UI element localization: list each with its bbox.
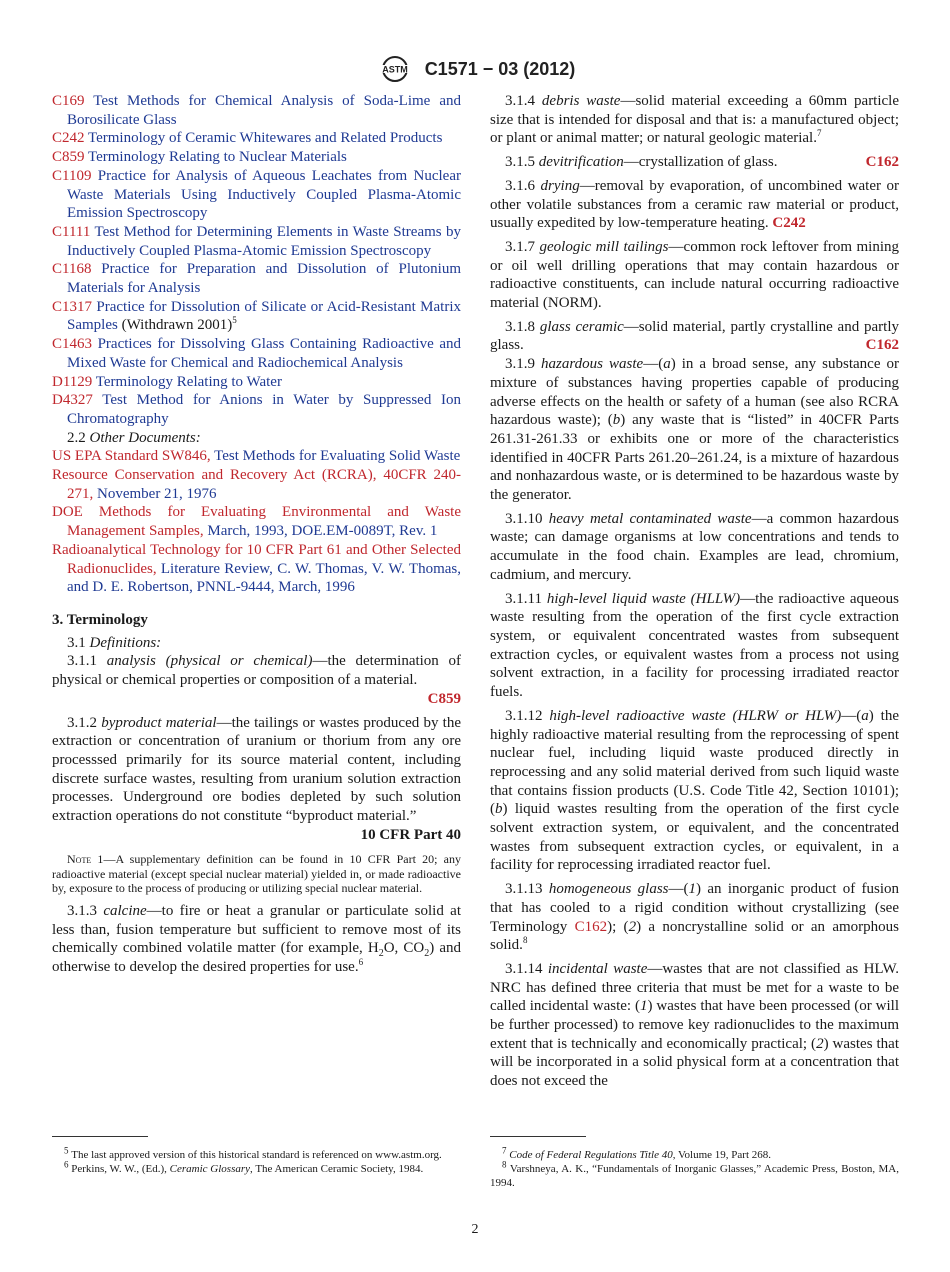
definition-3-1-5: 3.1.5 devitrification—crystallization of glass. C162: [505, 154, 899, 171]
footnote-marker: 8: [522, 935, 528, 946]
footnote-marker: 7: [816, 128, 822, 139]
reference-title[interactable]: Terminology Relating to Water: [95, 373, 282, 390]
section-heading: 3. Terminology: [52, 611, 148, 628]
definition-source-ref: 10 CFR Part 40: [360, 826, 461, 843]
definition-3-1-2: 3.1.2 byproduct material—the tailings or wastes produced by the extraction or concentration of uranium or thorium from any ore processsed primarily for its source material content, including discrete surface wastes, resulting from uranium solution extraction processes. Underground ore bodies depleted by such solution extraction operations do not constitute “byproduct material.” 10 CFR Part 40: [52, 714, 462, 843]
astm-logo-icon: [375, 56, 415, 82]
other-documents-heading: 2.2 Other Documents:: [67, 429, 201, 446]
definition-3-1-11: 3.1.11 high-level liquid waste (HLLW)—the radioactive aqueous waste resulting from the operation of the first cycle extraction system, or equivalent concentrated wastes from subsequent extraction cycles, or equivalent wastes from a process not using solvent extraction, in a facility for processing irradiated reactor fuels.: [490, 590, 899, 701]
reference-item: [52, 129, 461, 148]
reference-code[interactable]: C1111: [52, 223, 91, 240]
definitions-subheading: 3.1 Definitions:: [67, 634, 162, 651]
other-document-detail[interactable]: November 21, 1976: [97, 485, 217, 502]
footnote-marker: 6: [358, 957, 364, 968]
reference-title[interactable]: Practice for Preparation and Dissolution of Plutonium Materials for Analysis: [67, 261, 461, 297]
page-header: [0, 56, 950, 86]
reference-code[interactable]: C1463: [52, 336, 93, 353]
reference-code[interactable]: C242: [52, 130, 85, 147]
inline-reference-link[interactable]: C162: [574, 918, 608, 935]
other-document-item: [52, 447, 461, 466]
definition-3-1-3: 3.1.3 calcine—to fire or heat a granular or particulate solid at less than, fusion temperature but sufficient to remove most of its chemically combined volatile matter (for example, $H_2O$, $CO_2$) and otherwise to develop the desired properties for use.$^6$: [52, 902, 462, 976]
other-document-item: [52, 503, 461, 540]
reference-item: [52, 298, 461, 335]
note-label: Note 1: [67, 852, 104, 867]
footnote-marker: 5: [232, 315, 237, 326]
footnote-5: $^5$ The last approved version of this historical standard is referenced on www.astm.org.: [64, 1145, 442, 1161]
reference-code[interactable]: D1129: [52, 373, 93, 390]
definition-3-1-6: 3.1.6 drying—removal by evaporation, of uncombined water or other volatile substances from a ceramic raw material or product, usually expedited by low-temperature heating. C242: [490, 177, 900, 232]
other-document-title[interactable]: DOE Methods for Evaluating Environmental and Waste Management Samples,: [52, 504, 461, 540]
reference-title[interactable]: Practices for Dissolving Glass Containing Radioactive and Mixed Waste for Chemical and Radiochemical Analysis: [67, 336, 461, 371]
reference-item: [52, 92, 461, 129]
definition-3-1-4: 3.1.4 debris waste—solid material exceeding a 60mm particle size that is intended for disposal and that is: a manufactured object; or plant or animal matter; or natural geologic material.$^7$: [490, 93, 900, 147]
left-column: [52, 92, 461, 977]
definition-source-ref[interactable]: C242: [772, 215, 806, 232]
footnotes-left: [52, 1145, 461, 1176]
footnote-7: $^7$ Code of Federal Regulations Title 40, Volume 19, Part 268.: [502, 1145, 772, 1161]
other-document-title[interactable]: Radioanalytical Technology for 10 CFR Part 61 and Other Selected Radionuclides,: [52, 541, 461, 577]
referenced-documents-list: [52, 92, 461, 429]
reference-item: [52, 148, 461, 167]
reference-code[interactable]: C1317: [52, 298, 93, 315]
other-document-detail[interactable]: March, 1993, DOE.EM-0089T, Rev. 1: [207, 523, 438, 540]
definition-3-1-8: 3.1.8 glass ceramic—solid material, partly crystalline and partly glass. C162: [490, 318, 900, 354]
reference-title[interactable]: Test Method for Determining Elements in Waste Streams by Inductively Coupled Plasma-Atomic Emission Spectroscopy: [67, 223, 461, 259]
note-1: Note 1—A supplementary definition can be found in 10 CFR Part 20; any radioactive material (except special nuclear material) yielded in, or made radioactive by, exposure to the process of producing or utilizing special nuclear material.: [52, 852, 462, 896]
footnote-divider: [52, 1136, 148, 1137]
definition-source-ref[interactable]: C162: [865, 154, 899, 171]
reference-item: [52, 391, 461, 428]
reference-code[interactable]: C169: [52, 93, 85, 109]
definition-source-ref[interactable]: C859: [427, 690, 461, 707]
definition-source-ref[interactable]: C162: [865, 337, 899, 354]
definition-3-1-13: 3.1.13 homogeneous glass—(1) an inorganic product of fusion that has cooled to a rigid condition without crystallizing (see Terminology C162); (2) a noncrystalline solid or an amorphous solid.$^8$: [490, 881, 900, 954]
document-designation: C1571 − 03 (2012): [424, 58, 576, 79]
definition-3-1-1: 3.1.1 analysis (physical or chemical)—the determination of physical or chemical properties or composition of a material. C859: [52, 653, 462, 707]
reference-code[interactable]: D4327: [52, 392, 93, 409]
definition-3-1-9: 3.1.9 hazardous waste—(a) in a broad sense, any substance or mixture of substances having properties capable of producing adverse effects on the health or safety of a human (see also RCRA hazardous waste); (b) any waste that is “listed” in 40CFR Parts 261.31-261.33 or exhibits one or more of the characteristics identified in 40CFR Parts 261.20–261.24, is a mixture of hazardous and nonhazardous waste, or is determined to be hazardous waste by the generator.: [490, 356, 900, 504]
definition-3-1-12: 3.1.12 high-level radioactive waste (HLRW or HLW)—(a) the highly radioactive material resulting from the reprocessing of spent nuclear fuel, including liquid waste produced directly in reprocessing and any solid material derived from such liquid waste that contains fission products (U.S. Code Title 42, Section 10101); (b) liquid wastes resulting from the operation of the first cycle solvent extraction system, or equivalent, and the concentrated wastes from subsequent extraction cycles, or equivalent, in a facility for reprocessing irradiated reactor fuel.: [490, 707, 899, 874]
svg-text:ASTM: ASTM: [381, 64, 408, 75]
footnotes-right: [490, 1145, 899, 1190]
other-document-title[interactable]: Resource Conservation and Recovery Act (RCRA), 40CFR 240-271,: [52, 467, 461, 502]
reference-code[interactable]: C1168: [52, 261, 92, 278]
reference-title[interactable]: Terminology Relating to Nuclear Materials: [88, 149, 347, 166]
withdrawn-note: (Withdrawn 2001): [117, 317, 233, 334]
other-document-title[interactable]: US EPA Standard SW846,: [52, 448, 215, 465]
page-number: 2: [471, 1222, 479, 1237]
footnote-6: $^6$ Perkins, W. W., (Ed.), Ceramic Glossary, The American Ceramic Society, 1984.: [64, 1159, 424, 1175]
reference-title[interactable]: Test Methods for Chemical Analysis of Soda-Lime and Borosilicate Glass: [67, 93, 461, 128]
footnote-8: $^8$ Varshneya, A. K., “Fundamentals of Inorganic Glasses,” Academic Press, Boston, MA, 1994.: [490, 1159, 899, 1189]
definition-3-1-14: 3.1.14 incidental waste—wastes that are not classified as HLW. NRC has defined three criteria that must be met for a waste to be called incidental waste: (1) wastes that have been processed (or will be further processed) to remove key radionuclides to the maximum extent that is technically and economically practical; (2) wastes that will be incorporated in a solid physical form at a concentration that does not exceed the: [490, 960, 900, 1090]
reference-code[interactable]: C1109: [52, 167, 92, 184]
reference-title[interactable]: Test Method for Anions in Water by Suppressed Ion Chromatography: [67, 392, 461, 427]
reference-title[interactable]: Practice for Dissolution of Silicate or Acid-Resistant Matrix Samples: [67, 298, 461, 334]
reference-title[interactable]: Terminology of Ceramic Whitewares and Related Products: [88, 130, 443, 147]
definition-3-1-7: 3.1.7 geologic mill tailings—common rock leftover from mining or oil well drilling operations that may contain hazardous or radioactive constituents, can include natural occurring radioactive material (NORM).: [490, 238, 900, 312]
reference-item: [52, 260, 461, 297]
other-document-item: [52, 466, 461, 503]
other-documents-list: [52, 447, 461, 597]
other-document-item: [52, 541, 461, 597]
reference-item: [52, 335, 461, 372]
reference-item: [52, 167, 461, 223]
footnote-divider: [490, 1136, 586, 1137]
definition-3-1-10: 3.1.10 heavy metal contaminated waste—a common hazardous waste; can damage organisms at low concentrations and tends to accumulate in the food chain. Examples are lead, chromium, cadmium, and mercury.: [490, 510, 899, 583]
other-document-detail[interactable]: Literature Review, C. W. Thomas, V. W. Thomas, and D. E. Robertson, PNNL-9444, March, 1996: [67, 560, 461, 596]
reference-code[interactable]: C859: [52, 149, 85, 166]
reference-title[interactable]: Practice for Analysis of Aqueous Leachates from Nuclear Waste Materials Using Inductively Coupled Plasma-Atomic Emission Spectroscopy: [67, 167, 461, 222]
reference-item: [52, 373, 461, 392]
other-document-detail[interactable]: Test Methods for Evaluating Solid Waste: [214, 448, 461, 465]
reference-item: [52, 223, 461, 260]
right-column: [490, 92, 899, 1091]
